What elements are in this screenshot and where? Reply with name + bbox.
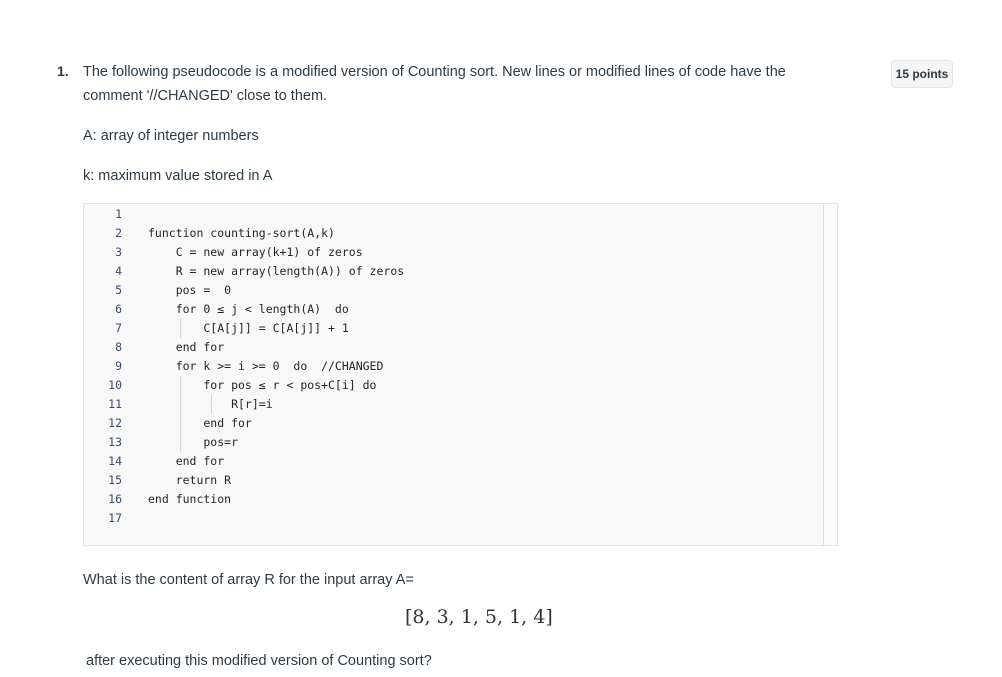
line-number: 2 xyxy=(115,226,122,240)
line-number: 17 xyxy=(108,511,122,525)
line-number: 10 xyxy=(108,378,122,392)
code-line: C = new array(k+1) of zeros xyxy=(148,245,363,259)
line-number: 16 xyxy=(108,492,122,506)
code-lines xyxy=(148,204,404,528)
code-line: for k >= i >= 0 do //CHANGED xyxy=(148,359,384,373)
question-prompt: What is the content of array R for the input array A= xyxy=(83,572,414,588)
line-number: 8 xyxy=(115,340,122,354)
question-number: 1. xyxy=(57,63,69,79)
code-line: R[r]=i xyxy=(148,397,273,411)
code-line: R = new array(length(A)) of zeros xyxy=(148,264,405,278)
code-scrollbar[interactable] xyxy=(823,204,837,545)
code-line: pos = 0 xyxy=(148,283,232,297)
line-number: 3 xyxy=(115,245,122,259)
code-line: pos=r xyxy=(148,435,239,449)
question-followup: after executing this modified version of Counting sort? xyxy=(86,653,432,669)
line-number: 6 xyxy=(115,302,122,316)
line-number: 1 xyxy=(115,207,122,221)
code-line: end for xyxy=(148,416,252,430)
code-line: end for xyxy=(148,454,225,468)
line-number: 15 xyxy=(108,473,122,487)
code-line: end function xyxy=(148,492,232,506)
definition-k: k: maximum value stored in A xyxy=(83,168,273,184)
line-number: 13 xyxy=(108,435,122,449)
line-number-gutter xyxy=(84,204,124,528)
line-number: 5 xyxy=(115,283,122,297)
line-number: 7 xyxy=(115,321,122,335)
line-number: 14 xyxy=(108,454,122,468)
code-line: function counting-sort(A,k) xyxy=(148,226,335,240)
code-line xyxy=(148,205,404,224)
code-line: for pos ≤ r < pos+C[i] do xyxy=(148,378,377,392)
points-badge: 15 points xyxy=(891,60,953,88)
question-intro-line-1: The following pseudocode is a modified version of Counting sort. New lines or modified lines of code have the xyxy=(83,64,786,80)
code-line: end for xyxy=(148,340,225,354)
code-line: for 0 ≤ j < length(A) do xyxy=(148,302,349,316)
line-number: 9 xyxy=(115,359,122,373)
code-line: return R xyxy=(148,473,232,487)
input-array-formula: [8, 3, 1, 5, 1, 4] xyxy=(405,606,553,628)
code-block xyxy=(83,203,838,546)
line-number: 11 xyxy=(108,397,122,411)
code-line xyxy=(148,509,404,528)
line-number: 12 xyxy=(108,416,122,430)
code-line: C[A[j]] = C[A[j]] + 1 xyxy=(148,321,349,335)
definition-a: A: array of integer numbers xyxy=(83,128,259,144)
question-intro-line-2: comment '//CHANGED' close to them. xyxy=(83,88,328,104)
line-number: 4 xyxy=(115,264,122,278)
